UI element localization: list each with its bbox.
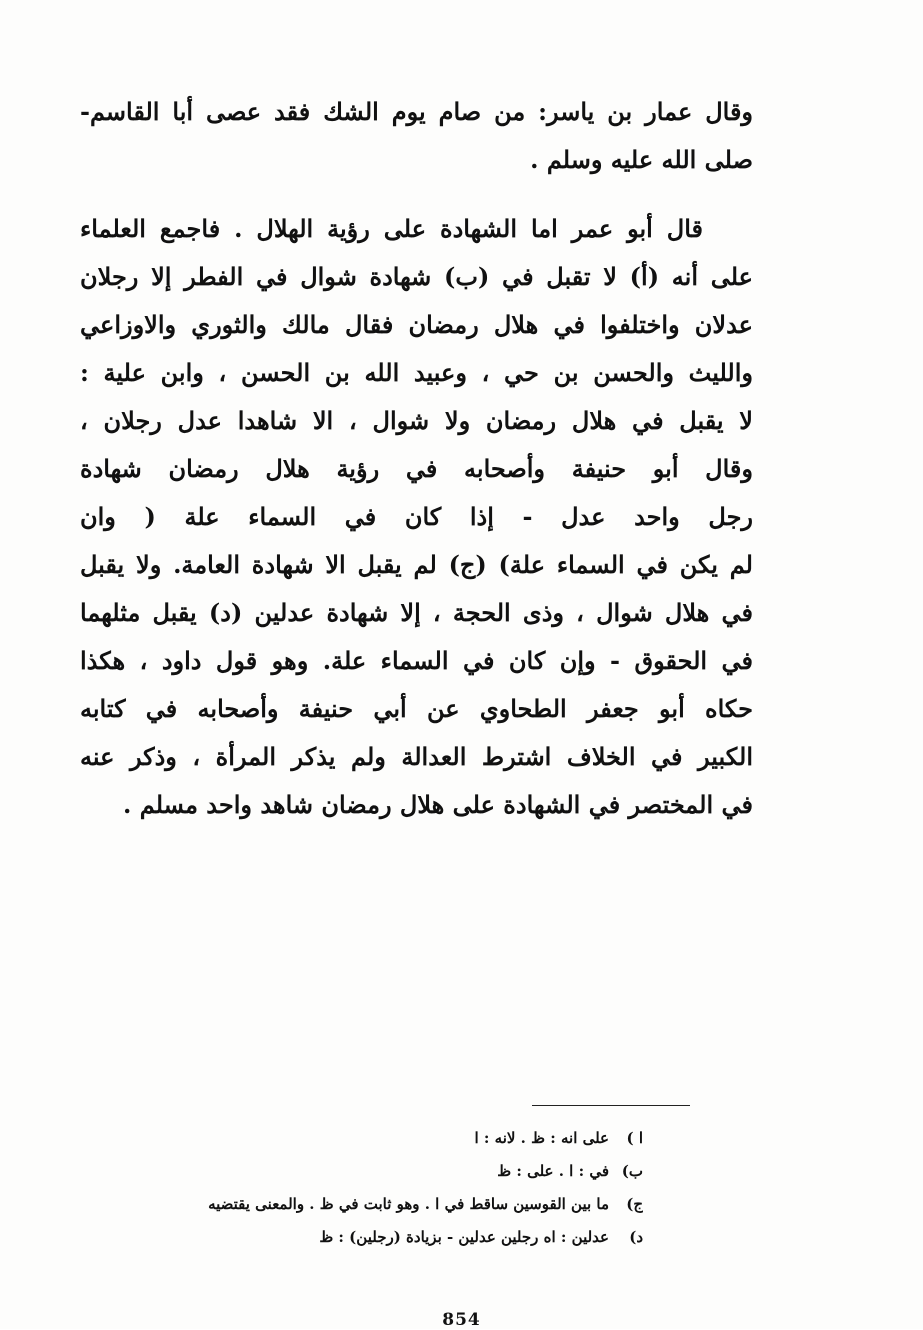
footnote-item: [60, 1188, 643, 1221]
footnotes: [60, 1122, 643, 1254]
footnote-text: عدلين : اه رجلين عدلين - بزيادة (رجلين) : ظ: [319, 1228, 609, 1246]
footnote-text: في : ا . على : ظ: [497, 1162, 609, 1180]
text-line: الكبير في الخلاف اشترط العدالة ولم يذكر المرأة ، وذكر عنه: [80, 742, 753, 771]
text-line: لا يقبل في هلال رمضان ولا شوال ، الا شاهدا عدل رجلان ،: [80, 406, 753, 435]
text-line: في الحقوق - وإن كان في السماء علة. وهو قول داود ، هكذا: [80, 646, 753, 675]
footnote-item: [60, 1155, 643, 1188]
text-line: على أنه (أ) لا تقبل في (ب) شهادة شوال في الفطر إلا رجلان: [80, 262, 753, 291]
text-line: والليث والحسن بن حي ، وعبيد الله بن الحسن ، وابن علية :: [80, 358, 753, 387]
text-line: رجل واحد عدل - إذا كان في السماء علة ( وان: [80, 502, 753, 531]
footnote-marker: ج): [626, 1195, 643, 1213]
footnote-text: ما بين القوسين ساقط في ا . وهو ثابت في ظ . والمعنى يقتضيه: [208, 1195, 609, 1213]
text-line: في هلال شوال ، وذى الحجة ، إلا شهادة عدلين (د) يقبل مثلهما: [80, 598, 753, 627]
footnote-item: [60, 1122, 643, 1155]
paragraph-1: [80, 88, 753, 184]
footnote-item: [60, 1221, 643, 1254]
footnote-marker: ب): [621, 1162, 643, 1180]
footnote-text: على انه : ظ . لانه : ا: [474, 1129, 609, 1147]
text-line: صلى الله عليه وسلم .: [530, 145, 753, 174]
text-line: وقال عمار بن ياسر: من صام يوم الشك فقد عصى أبا القاسم-: [80, 97, 753, 126]
text-line: عدلان واختلفوا في هلال رمضان فقال مالك والثوري والاوزاعي: [80, 310, 753, 339]
paragraph-2: [80, 205, 753, 829]
text-line: قال أبو عمر اما الشهادة على رؤية الهلال . فاجمع العلماء: [80, 214, 703, 243]
footnote-marker: ا ): [626, 1129, 643, 1147]
text-line: في المختصر في الشهادة على هلال رمضان شاهد واحد مسلم .: [123, 790, 753, 819]
text-line: حكاه أبو جعفر الطحاوي عن أبي حنيفة وأصحابه في كتابه: [80, 694, 753, 723]
page-number: 854: [442, 1310, 481, 1330]
footnote-separator: [532, 1105, 690, 1106]
text-line: لم يكن في السماء علة) (ج) لم يقبل الا شهادة العامة. ولا يقبل: [80, 550, 753, 579]
footnote-marker: د): [629, 1228, 643, 1246]
text-line: وقال أبو حنيفة وأصحابه في رؤية هلال رمضان شهادة: [80, 454, 753, 483]
